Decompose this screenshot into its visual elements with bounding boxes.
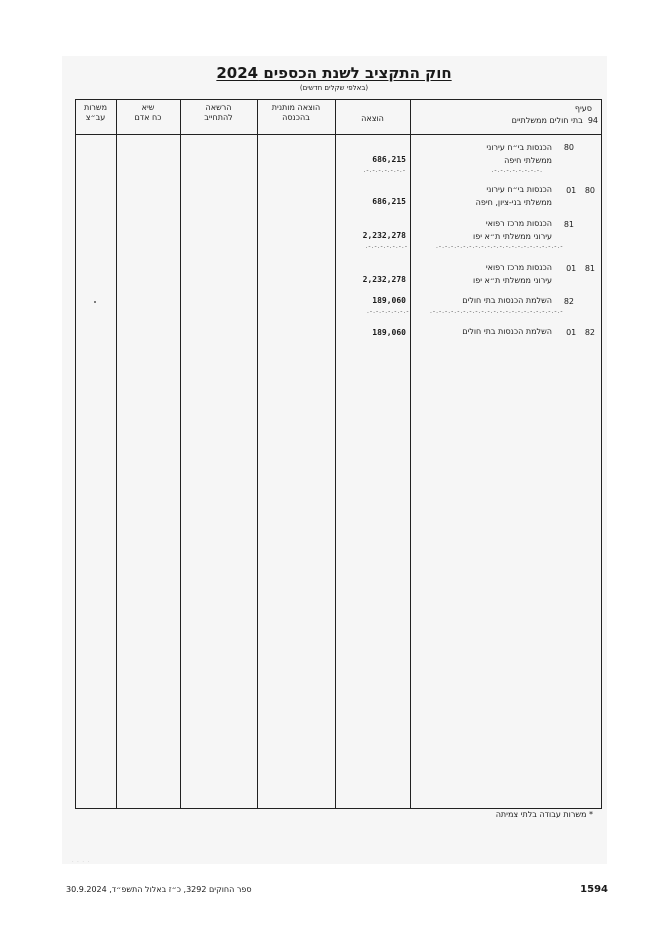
row-code: 80 (563, 143, 574, 152)
row-code: 81 01 (566, 264, 595, 273)
dashed-line: .-.-.-.-.-.-.-.-. (491, 167, 543, 174)
row-expense: 2,232,278 (362, 231, 406, 240)
page-number: 1594 (580, 884, 608, 895)
row-code: 82 01 (566, 328, 595, 337)
footnote: * משרות עבודה בלתי צמיתה (495, 810, 593, 819)
row-description: השלמת הכנסות בתי חולים (462, 327, 552, 336)
column-divider (410, 99, 411, 809)
header-section-label: סעיף (574, 104, 592, 113)
header-expense: הוצאה (361, 114, 384, 123)
row-expense: 189,060 (372, 296, 406, 305)
row-code: 82 (563, 297, 574, 306)
header-commitment: הרשאה להתחייב (204, 103, 233, 122)
row-expense: 686,215 (372, 197, 406, 206)
row-description: הכנסות מרכז רפואי עירוני ממשלתי ת״א יפו (473, 219, 552, 241)
row-code: 80 01 (566, 186, 595, 195)
scan-speck (94, 301, 96, 303)
row-expense: 686,215 (372, 155, 406, 164)
scan-artifact: . . . . (72, 858, 91, 864)
column-divider (116, 99, 117, 809)
row-description: הכנסות בי״ח עירוני ממשלתי חיפה (486, 143, 552, 165)
row-description: הכנסות בי״ח עירוני ממשלתי בני-ציון, חיפה (475, 185, 552, 207)
column-divider (257, 99, 258, 809)
dashed-line: .-.-.-.-.-.-.- (367, 308, 410, 315)
publication-info: ספר החוקים 3292, כ״ז באלול התשפ״ד, 30.9.2024 (66, 885, 252, 894)
page-subtitle: (באלפי שקלים חדשים) (299, 84, 369, 92)
row-expense: 189,060 (372, 328, 406, 337)
dashed-line: .-.-.-.-.-.-.- (365, 243, 408, 250)
header-divider (75, 134, 602, 135)
dashed-line: .-.-.-.-.-.-.-.-.-.-.-.-.-.-.-.-.-.-.-.-.- (436, 243, 564, 250)
dashed-line: .-.-.-.-.-.-.-.-.-.-.-.-.-.-.-.-.-.-.-.-.-.- (430, 308, 564, 315)
row-expense: 2,232,278 (362, 275, 406, 284)
column-divider (335, 99, 336, 809)
row-code: 81 (563, 220, 574, 229)
row-description: הכנסות מרכז רפואי עירוני ממשלתי ת״א יפו (473, 263, 552, 285)
header-manpower: שיא כח אדם (134, 103, 162, 122)
header-conditional-expense: הוצאה מותנית בהכנסה (271, 103, 321, 122)
page-title: חוק התקציב לשנת הכספים 2024 (216, 64, 452, 82)
dashed-line: .-.-.-.-.-.-.- (363, 167, 406, 174)
header-positions: משרות עב״צ (83, 103, 108, 122)
column-divider (180, 99, 181, 809)
row-description: השלמת הכנסות בתי חולים (462, 296, 552, 305)
header-section-title: 94 בתי חולים ממשלתיים (511, 116, 598, 125)
